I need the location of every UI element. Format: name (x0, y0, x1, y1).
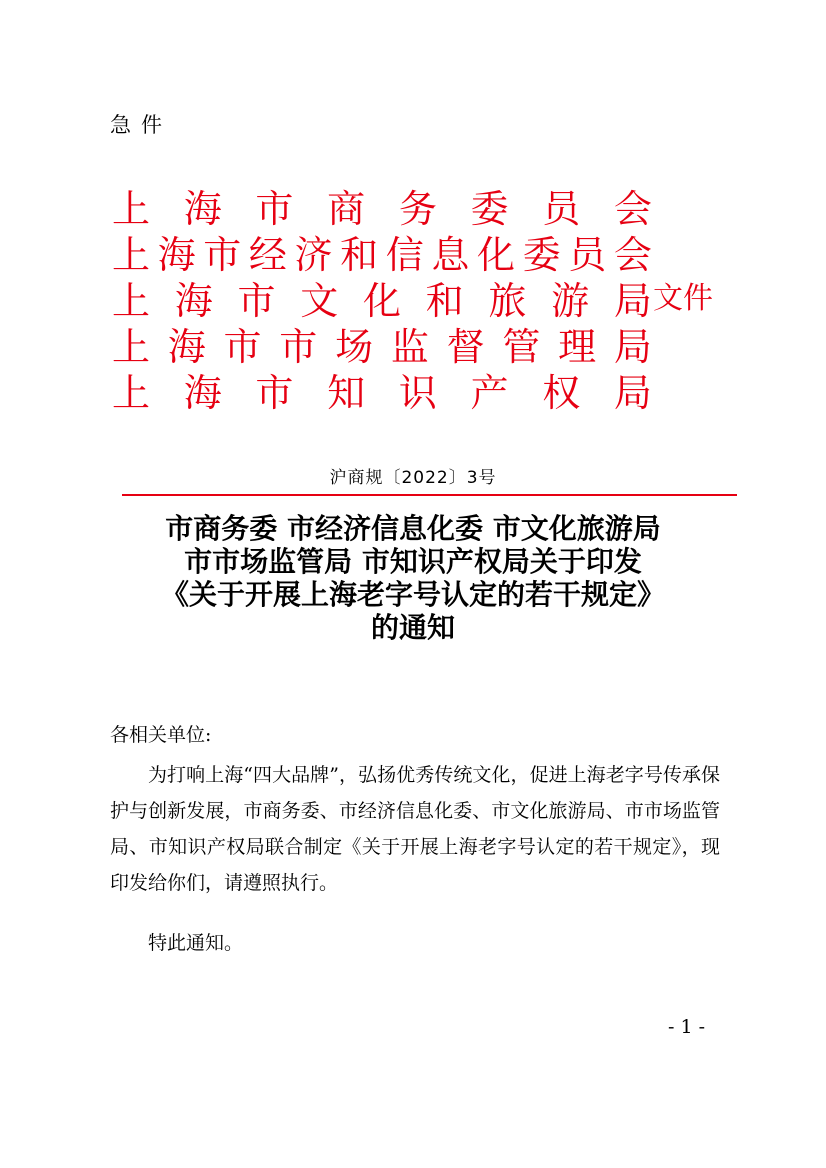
issuer-character: 旅 (488, 279, 527, 323)
issuer-character: 经 (248, 233, 287, 277)
issuer-character: 海 (174, 279, 213, 323)
title-line: 市市场监管局 市知识产权局关于印发 (184, 545, 642, 578)
title-line: 市商务委 市经济信息化委 市文化旅游局 (165, 512, 661, 545)
red-divider-line (122, 494, 737, 496)
page-number: - 1 - (668, 1016, 706, 1038)
title-line: 《关于开展上海老字号认定的若干规定》 (160, 578, 665, 611)
issuer-character: 济 (294, 233, 333, 277)
issuer-character: 理 (558, 325, 597, 369)
issuer-character: 上 (112, 325, 151, 369)
issuer-character: 文 (300, 279, 339, 323)
issuer-intellectual-property-bureau (112, 370, 652, 416)
issuer-character: 化 (477, 233, 516, 277)
issuer-culture-tourism-bureau (112, 278, 652, 324)
issuer-character: 知 (327, 371, 366, 415)
issuer-character: 场 (335, 325, 374, 369)
issuer-character: 委 (522, 233, 561, 277)
issuer-character: 会 (613, 187, 652, 231)
issuer-character: 游 (551, 279, 590, 323)
urgency-label: 急件 (110, 113, 172, 137)
issuer-character: 海 (183, 187, 222, 231)
closing-statement: 特此通知。 (148, 932, 244, 954)
issuer-character: 局 (613, 279, 652, 323)
issuer-character: 会 (613, 233, 652, 277)
issuer-character: 和 (425, 279, 464, 323)
issuer-character: 上 (112, 187, 151, 231)
issuer-character: 管 (502, 325, 541, 369)
issuer-economy-informatization-commission (112, 232, 652, 278)
issuer-character: 上 (112, 279, 151, 323)
issuer-character: 海 (157, 233, 196, 277)
issuer-character: 海 (183, 371, 222, 415)
issuer-market-supervision-bureau (112, 324, 652, 370)
issuer-commerce-commission (112, 186, 652, 232)
issuer-character: 督 (446, 325, 485, 369)
issuer-character: 市 (223, 325, 262, 369)
issuer-list (112, 186, 652, 416)
issuer-character: 员 (568, 233, 607, 277)
issuer-character: 息 (431, 233, 470, 277)
issuer-character: 和 (340, 233, 379, 277)
issuer-character: 海 (167, 325, 206, 369)
issuer-character: 产 (470, 371, 509, 415)
salutation: 各相关单位: (110, 724, 212, 746)
issuer-character: 监 (390, 325, 429, 369)
issuer-character: 局 (613, 371, 652, 415)
issuer-character: 务 (398, 187, 437, 231)
document-title (0, 512, 826, 644)
issuer-character: 商 (327, 187, 366, 231)
issuer-character: 委 (470, 187, 509, 231)
issuer-character: 员 (542, 187, 581, 231)
issuer-character: 信 (385, 233, 424, 277)
issuer-character: 市 (255, 371, 294, 415)
issuer-character: 市 (237, 279, 276, 323)
issuer-character: 上 (112, 233, 151, 277)
issuer-character: 市 (255, 187, 294, 231)
issuer-character: 市 (279, 325, 318, 369)
issuer-character: 化 (362, 279, 401, 323)
issuer-character: 局 (613, 325, 652, 369)
issuer-character: 识 (398, 371, 437, 415)
title-line: 的通知 (370, 611, 455, 644)
body-paragraph: 为打响上海“四大品牌”，弘扬优秀传统文化，促进上海老字号传承保护与创新发展，市商务委、市经济信息化委、市文化旅游局、市市场监管局、市知识产权局联合制定《关于开展上海老字号认定的若干规定》，现印发给你们，请遵照执行。 (110, 764, 720, 894)
issuer-character: 市 (203, 233, 242, 277)
document-number: 沪商规〔2022〕3号 (329, 468, 497, 488)
document-type-suffix: 文件 (653, 281, 713, 316)
issuer-character: 上 (112, 371, 151, 415)
issuer-character: 权 (542, 371, 581, 415)
